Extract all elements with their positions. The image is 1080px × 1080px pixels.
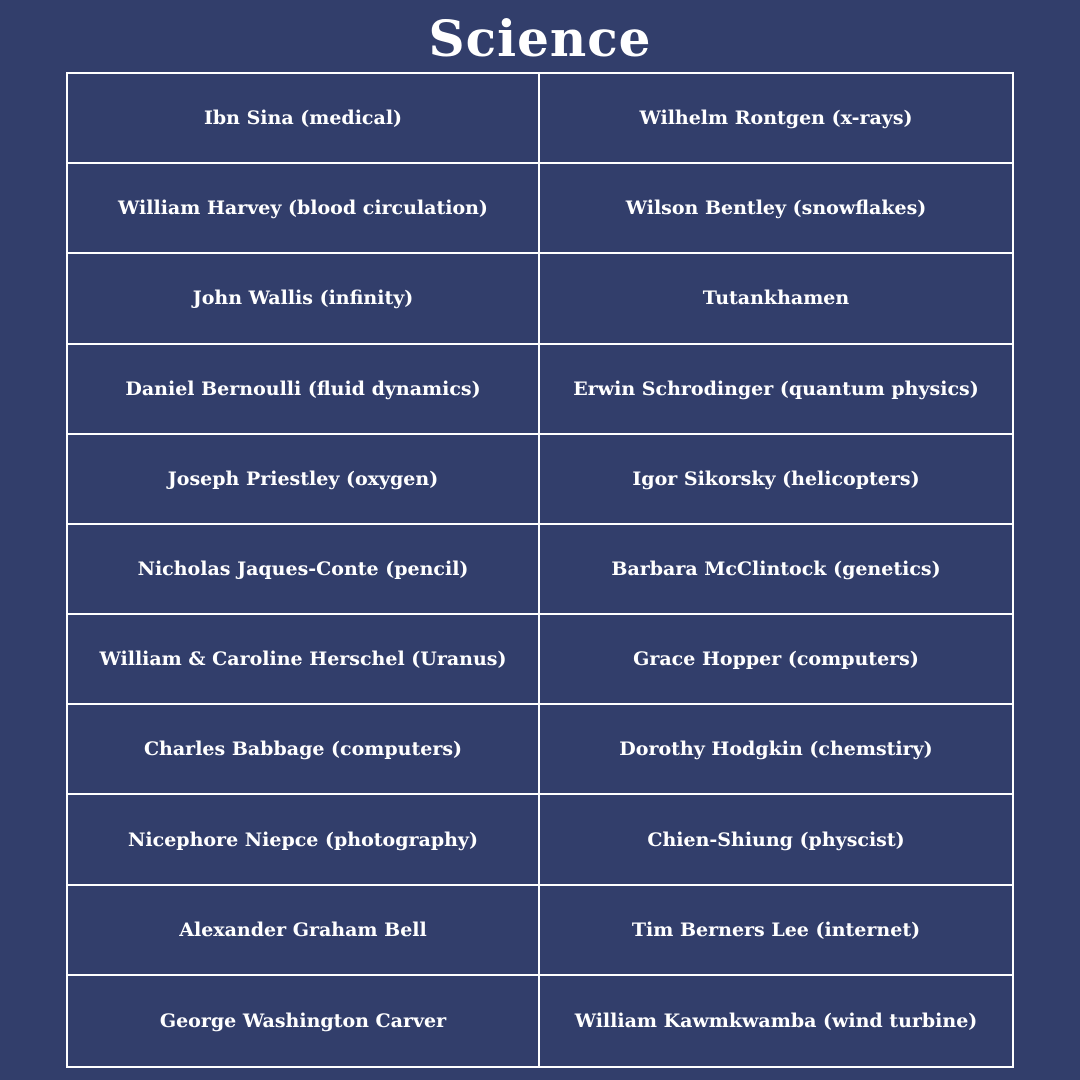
table-cell-right: Wilhelm Rontgen (x-rays) [540,74,1012,164]
table-cell-left: George Washington Carver [68,976,540,1066]
table-cell-right: Grace Hopper (computers) [540,615,1012,705]
table-cell-left: Nicephore Niepce (photography) [68,795,540,885]
science-table [66,72,1014,1068]
table-cell-left: William Harvey (blood circulation) [68,164,540,254]
table-cell-left: Alexander Graham Bell [68,886,540,976]
table-cell-left: William & Caroline Herschel (Uranus) [68,615,540,705]
table-cell-right: Tim Berners Lee (internet) [540,886,1012,976]
table-cell-left: Ibn Sina (medical) [68,74,540,164]
table-cell-right: Chien-Shiung (physcist) [540,795,1012,885]
table-cell-left: John Wallis (infinity) [68,254,540,344]
table-cell-right: Dorothy Hodgkin (chemstiry) [540,705,1012,795]
table-cell-left: Joseph Priestley (oxygen) [68,435,540,525]
table-cell-right: Barbara McClintock (genetics) [540,525,1012,615]
table-cell-left: Daniel Bernoulli (fluid dynamics) [68,345,540,435]
page-title: Science [428,9,652,68]
table-cell-right: Wilson Bentley (snowflakes) [540,164,1012,254]
table-cell-left: Charles Babbage (computers) [68,705,540,795]
table-cell-right: William Kawmkwamba (wind turbine) [574,1009,978,1032]
table-cell-left: Nicholas Jaques-Conte (pencil) [68,525,540,615]
table-cell-right: Tutankhamen [540,254,1012,344]
table-cell-right: Erwin Schrodinger (quantum physics) [540,345,1012,435]
table-cell-right: Igor Sikorsky (helicopters) [540,435,1012,525]
